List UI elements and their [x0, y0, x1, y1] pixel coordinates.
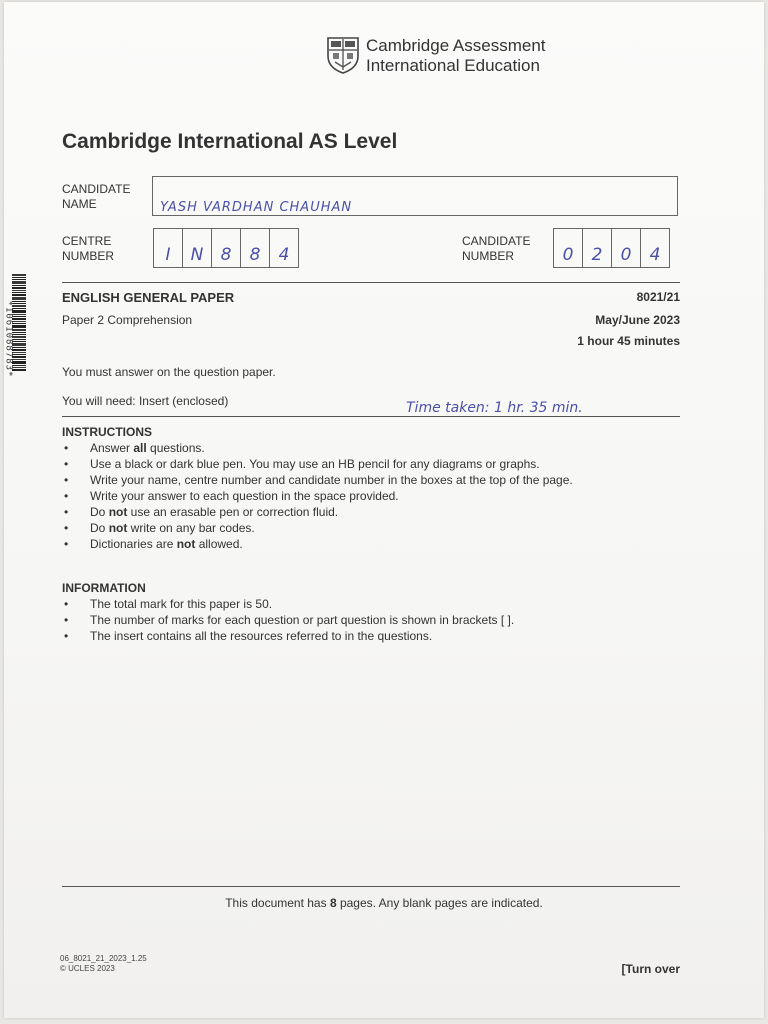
barcode-bar — [12, 341, 26, 342]
item-text: write on any bar codes. — [127, 521, 255, 535]
list-item — [62, 456, 682, 472]
barcode-bar — [12, 361, 26, 364]
divider — [62, 886, 680, 887]
page-count-text: This document has — [225, 896, 330, 910]
item-text: use an erasable pen or correction fluid. — [127, 505, 339, 519]
list-item — [62, 472, 682, 488]
barcode-number: *1061088783* — [4, 300, 14, 378]
barcode-bar — [12, 290, 26, 291]
document-reference — [60, 954, 147, 974]
barcode-bar — [12, 349, 26, 351]
instructions-list — [62, 440, 682, 552]
candidate-number-boxes[interactable] — [554, 228, 670, 268]
list-item — [62, 520, 682, 536]
candidate-digit-box[interactable]: 4 — [640, 228, 670, 268]
barcode-bar — [12, 310, 26, 313]
centre-digit-box[interactable]: N — [182, 228, 212, 268]
item-emphasis: all — [133, 441, 147, 455]
item-emphasis: not — [108, 505, 128, 519]
divider — [62, 416, 680, 417]
barcode-bar — [12, 285, 26, 286]
candidate-digit-box[interactable]: 2 — [582, 228, 612, 268]
answer-instruction: You must answer on the question paper. — [62, 365, 276, 379]
org-line-2: International Education — [366, 56, 540, 75]
paper-code: 8021/21 — [636, 290, 680, 304]
copyright: © UCLES 2023 — [60, 964, 115, 973]
candidate-number-label-line2: NUMBER — [462, 249, 515, 263]
item-text: allowed. — [195, 537, 243, 551]
list-item: • The number of marks for each question or part question is shown in brackets [ ]. — [62, 612, 682, 628]
turn-over-label: [Turn over — [621, 962, 680, 976]
logo-text — [366, 36, 546, 76]
barcode-bar — [12, 297, 26, 300]
cambridge-logo — [326, 36, 546, 76]
barcode-bar — [12, 359, 26, 360]
page-count-note — [4, 896, 764, 910]
barcode-bar — [12, 323, 26, 324]
centre-number-label-line2: NUMBER — [62, 249, 115, 263]
candidate-digit-box[interactable]: 0 — [611, 228, 641, 268]
barcode-bar — [12, 316, 26, 317]
barcode-bar — [12, 305, 26, 307]
reference-code: 06_8021_21_2023_1.25 — [60, 954, 147, 963]
information-heading: INFORMATION — [62, 581, 146, 595]
centre-number-label-line1: CENTRE — [62, 234, 112, 248]
item-text: Do — [90, 505, 109, 519]
list-item: • The total mark for this paper is 50. — [62, 596, 682, 612]
item-text: questions. — [146, 441, 205, 455]
barcode-bar — [12, 287, 26, 289]
barcode-bar — [12, 332, 26, 333]
centre-number-label — [62, 234, 114, 264]
barcode-bar — [12, 369, 26, 371]
barcode-bar — [12, 303, 26, 304]
barcode-bar — [12, 367, 26, 368]
item-text: Dictionaries are — [90, 537, 177, 551]
item-text: Answer — [90, 441, 134, 455]
crest-icon — [326, 36, 360, 74]
barcode-bar — [12, 354, 26, 355]
divider — [62, 282, 680, 283]
item-text: Use a black or dark blue pen. You may use an HB pencil for any diagrams or graphs. — [90, 457, 540, 471]
candidate-name-label-line1: CANDIDATE — [62, 182, 131, 196]
exam-duration: 1 hour 45 minutes — [577, 334, 680, 348]
barcode — [12, 274, 26, 414]
barcode-bar — [12, 274, 26, 276]
barcode-bar — [12, 292, 26, 293]
item-emphasis: not — [108, 521, 128, 535]
information-list — [62, 596, 682, 644]
barcode-bar — [12, 294, 26, 296]
materials-needed: You will need: Insert (enclosed) — [62, 394, 229, 408]
candidate-digit-box[interactable]: 0 — [553, 228, 583, 268]
barcode-bar — [12, 347, 26, 348]
item-text: Write your answer to each question in the space provided. — [90, 489, 399, 503]
paper-component: Paper 2 Comprehension — [62, 313, 193, 327]
barcode-bar — [12, 281, 26, 284]
subject-title: ENGLISH GENERAL PAPER — [62, 290, 235, 305]
qualification-title: Cambridge International AS Level — [62, 130, 398, 153]
barcode-bar — [12, 356, 26, 358]
candidate-name-label-line2: NAME — [62, 197, 97, 211]
candidate-name-value: YASH VARDHAN CHAUHAN — [160, 200, 353, 215]
barcode-bar — [12, 339, 26, 340]
exam-paper — [4, 2, 764, 1018]
exam-session: May/June 2023 — [595, 313, 680, 327]
barcode-bar — [12, 329, 26, 331]
barcode-bar — [12, 343, 26, 346]
page-count-number: 8 — [329, 896, 337, 910]
centre-digit-box[interactable]: I — [153, 228, 183, 268]
barcode-bar — [12, 334, 26, 335]
instructions-heading: INSTRUCTIONS — [62, 425, 152, 439]
list-item — [62, 504, 682, 520]
list-item — [62, 536, 682, 552]
barcode-bar — [12, 365, 26, 366]
barcode-bar — [12, 336, 26, 338]
time-taken-note: Time taken: 1 hr. 35 min. — [406, 400, 583, 416]
centre-digit-box[interactable]: 8 — [240, 228, 270, 268]
item-text: Write your name, centre number and candidate number in the boxes at the top of the page. — [90, 473, 573, 487]
barcode-bar — [12, 321, 26, 322]
barcode-bar — [12, 325, 26, 328]
list-item — [62, 440, 682, 456]
barcode-bar — [12, 352, 26, 353]
item-text: Do — [90, 521, 109, 535]
candidate-number-label — [462, 234, 530, 264]
item-emphasis: not — [176, 537, 196, 551]
barcode-bar — [12, 301, 26, 302]
org-line-1: Cambridge Assessment — [366, 36, 546, 55]
candidate-name-label — [62, 182, 130, 212]
barcode-bar — [12, 318, 26, 320]
page-count-text: pages. Any blank pages are indicated. — [336, 896, 543, 910]
candidate-number-label-line1: CANDIDATE — [462, 234, 531, 248]
barcode-bar — [12, 308, 26, 309]
centre-number-boxes[interactable] — [154, 228, 299, 268]
centre-digit-box[interactable]: 4 — [269, 228, 299, 268]
barcode-bar — [12, 279, 26, 280]
list-item: • The insert contains all the resources referred to in the questions. — [62, 628, 682, 644]
barcode-bar — [12, 277, 26, 278]
centre-digit-box[interactable]: 8 — [211, 228, 241, 268]
list-item — [62, 488, 682, 504]
barcode-bar — [12, 314, 26, 315]
